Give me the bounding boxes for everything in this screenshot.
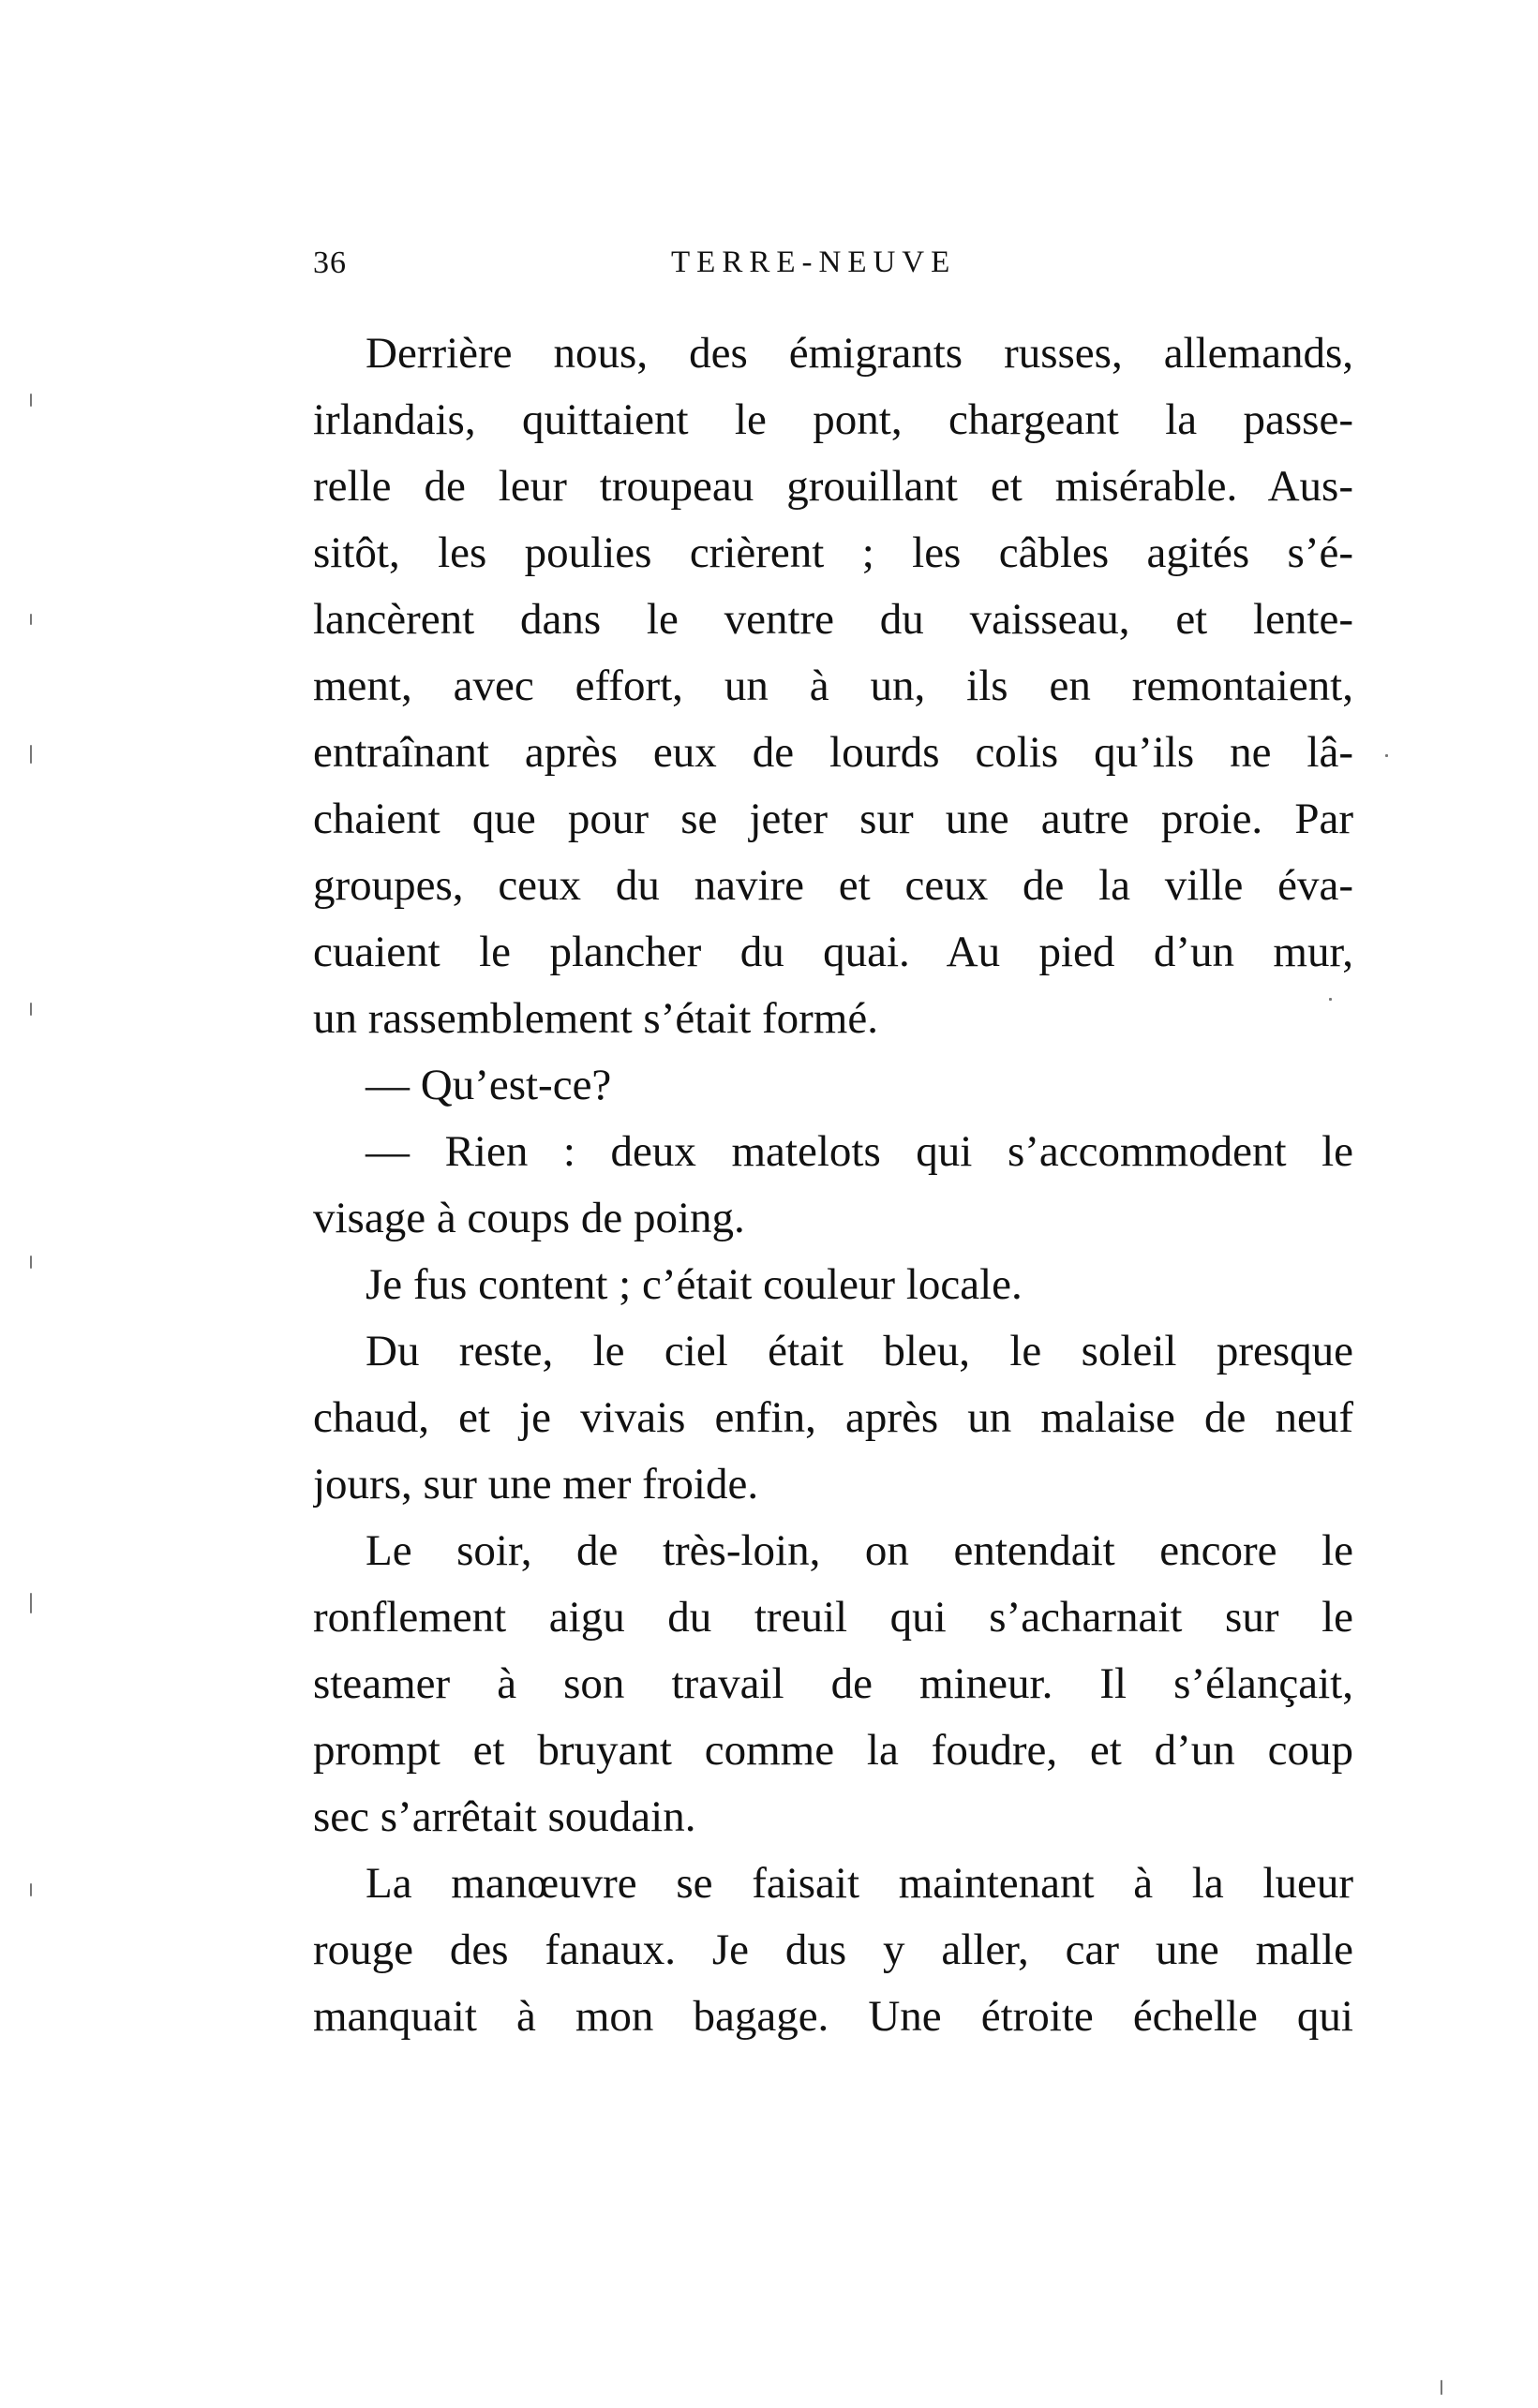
paragraph — [313, 1318, 1353, 1518]
text-line: Du reste, le ciel était bleu, le soleil presque — [366, 1327, 1353, 1375]
text-line: sitôt, les poulies crièrent ; les câbles agités s’é- — [313, 528, 1353, 577]
text-line: relle de leur troupeau grouillant et misérable. Aus- — [313, 462, 1353, 511]
text-line: chaient que pour se jeter sur une autre proie. Par — [313, 795, 1353, 843]
paragraph — [313, 1052, 1353, 1119]
text-line: steamer à son travail de mineur. Il s’élançait, — [313, 1659, 1353, 1708]
scan-speck — [30, 1593, 32, 1613]
text-line: — Rien : deux matelots qui s’accommodent le — [366, 1127, 1353, 1176]
scan-speck — [30, 1256, 32, 1269]
text-line: entraînant après eux de lourds colis qu’ils ne lâ- — [313, 728, 1353, 777]
text-line: Le soir, de très-loin, on entendait encore le — [366, 1526, 1353, 1575]
text-line: La manœuvre se faisait maintenant à la lueur — [366, 1859, 1353, 1908]
scan-speck — [1441, 2380, 1442, 2395]
scan-speck — [30, 1883, 32, 1896]
paragraph — [313, 1119, 1353, 1252]
text-line: Je fus content ; c’était couleur locale. — [366, 1260, 1023, 1309]
text-line: lancèrent dans le ventre du vaisseau, et lente- — [313, 595, 1353, 644]
text-line: ronflement aigu du treuil qui s’acharnait sur le — [313, 1593, 1353, 1642]
text-line: chaud, et je vivais enfin, après un malaise de neuf — [313, 1393, 1353, 1442]
scan-speck — [1329, 998, 1332, 1001]
text-line: un rassemblement s’était formé. — [313, 994, 878, 1043]
body-text — [313, 320, 1353, 2050]
scan-speck — [30, 394, 32, 407]
text-line: ment, avec effort, un à un, ils en remontaient, — [313, 661, 1353, 710]
running-head — [313, 245, 1353, 292]
text-line: sec s’arrêtait soudain. — [313, 1792, 696, 1841]
text-line: irlandais, quittaient le pont, chargeant la passe- — [313, 395, 1353, 444]
page-number: 36 — [313, 245, 347, 280]
scan-speck — [1385, 754, 1388, 757]
text-line: cuaient le plancher du quai. Au pied d’un mur, — [313, 928, 1353, 976]
scan-speck — [30, 745, 32, 764]
scan-speck — [30, 614, 32, 625]
text-line: manquait à mon bagage. Une étroite échelle qui — [313, 1992, 1353, 2041]
paragraph — [313, 320, 1353, 1052]
text-line: jours, sur une mer froide. — [313, 1460, 759, 1509]
text-line: — Qu’est-ce? — [366, 1061, 612, 1109]
text-line: groupes, ceux du navire et ceux de la ville éva- — [313, 861, 1353, 910]
text-line: visage à coups de poing. — [313, 1194, 745, 1242]
paragraph — [313, 1252, 1353, 1318]
text-line: prompt et bruyant comme la foudre, et d’un coup — [313, 1726, 1353, 1775]
text-line: rouge des fanaux. Je dus y aller, car une malle — [313, 1925, 1353, 1974]
paragraph — [313, 1851, 1353, 2050]
text-line: Derrière nous, des émigrants russes, allemands, — [366, 329, 1353, 378]
paragraph — [313, 1518, 1353, 1851]
scan-speck — [30, 1003, 32, 1016]
running-title: TERRE-NEUVE — [671, 245, 957, 279]
